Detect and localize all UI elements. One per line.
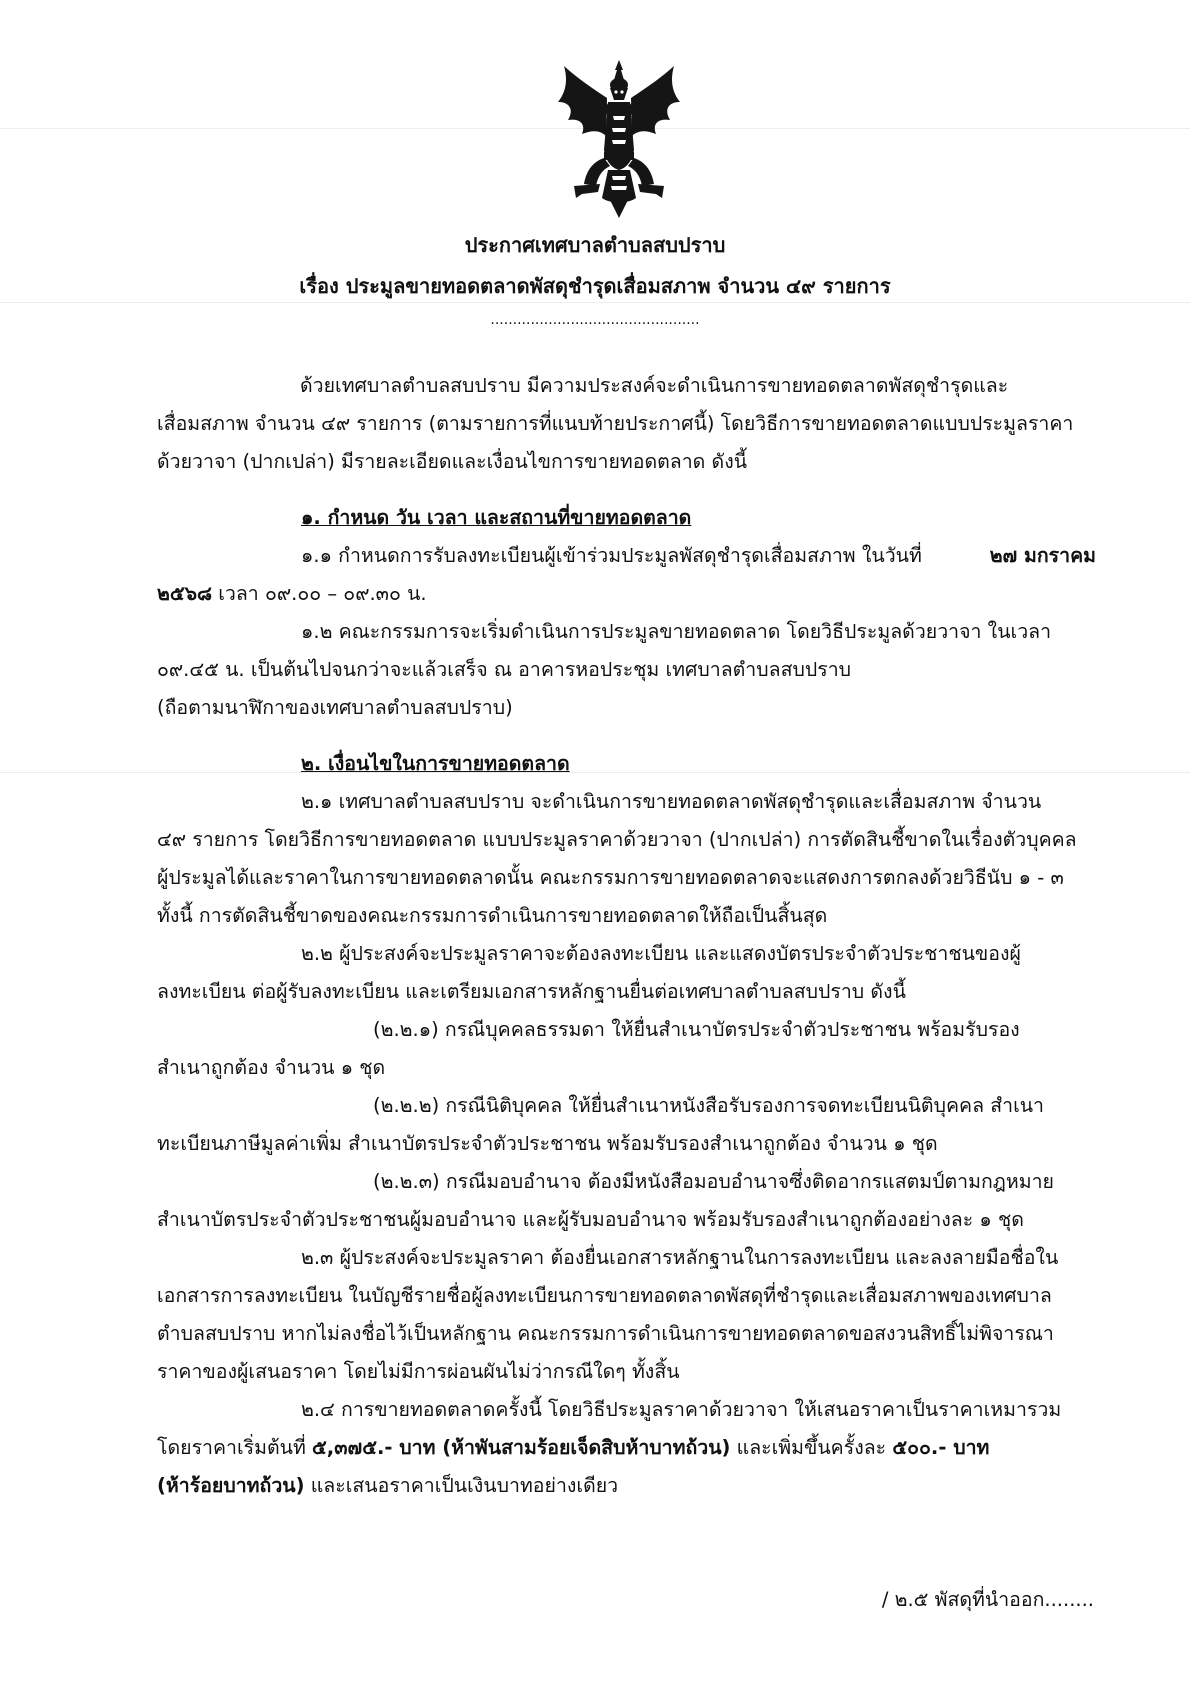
item-1-2-line-3: (ถือตามนาฬิกาของเทศบาลตำบลสบปราบ)	[157, 696, 513, 719]
announcement-title: ประกาศเทศบาลตำบลสบปราบ	[464, 233, 726, 257]
item-1-2-line-1: ๑.๒ คณะกรรมการจะเริ่มดำเนินการประมูลขายทอดตลาด โดยวิธีประมูลด้วยวาจา ในเวลา	[301, 620, 1052, 643]
item-2-2-line-2: ลงทะเบียน ต่อผู้รับลงทะเบียน และเตรียมเอกสารหลักฐานยื่นต่อเทศบาลตำบลสบปราบ ดังนี้	[157, 980, 906, 1003]
item-2-4-line-3: (ห้าร้อยบาทถ้วน) และเสนอราคาเป็นเงินบาทอย่างเดียว	[157, 1474, 619, 1497]
item-2-3-line-4: ราคาของผู้เสนอราคา โดยไม่มีการผ่อนผันไม่ว่ากรณีใดๆ ทั้งสิ้น	[157, 1360, 680, 1383]
item-2-1-line-1: ๒.๑ เทศบาลตำบลสบปราบ จะดำเนินการขายทอดตลาดพัสดุชำรุดและเสื่อมสภาพ จำนวน	[301, 790, 1042, 813]
item-2-1-line-3: ผู้ประมูลได้และราคาในการขายทอดตลาดนั้น คณะกรรมการขายทอดตลาดจะแสดงการตกลงด้วยวิธีนับ ๑ - ๓	[157, 866, 1064, 889]
item-2-1-line-4: ทั้งนี้ การตัดสินชี้ขาดของคณะกรรมการดำเนินการขายทอดตลาดให้ถือเป็นสิ้นสุด	[157, 904, 828, 927]
item-1-1-line-1: ๑.๑ กำหนดการรับลงทะเบียนผู้เข้าร่วมประมูลพัสดุชำรุดเสื่อมสภาพ ในวันที่ ๒๗ มกราคม	[301, 544, 1096, 567]
item-2-2-3-line-2: สำเนาบัตรประจำตัวประชาชนผู้มอบอำนาจ และผู้รับมอบอำนาจ พร้อมรับรองสำเนาถูกต้องอย่างละ ๑ ชุด	[157, 1208, 1024, 1231]
section-1-heading: ๑. กำหนด วัน เวลา และสถานที่ขายทอดตลาด	[301, 506, 692, 529]
item-2-3-line-1: ๒.๓ ผู้ประสงค์จะประมูลราคา ต้องยื่นเอกสารหลักฐานในการลงทะเบียน และลงลายมือชื่อใน	[301, 1246, 1059, 1269]
item-2-3-line-2: เอกสารการลงทะเบียน ในบัญชีรายชื่อผู้ลงทะเบียนการขายทอดตลาดพัสดุที่ชำรุดและเสื่อมสภาพของเทศบาล	[157, 1284, 1052, 1307]
continuation-note: / ๒.๕ พัสดุที่นำออก........	[881, 1588, 1094, 1611]
intro-line-1: ด้วยเทศบาลตำบลสบปราบ มีความประสงค์จะดำเนินการขายทอดตลาดพัสดุชำรุดและ	[300, 374, 1009, 397]
item-2-2-line-1: ๒.๒ ผู้ประสงค์จะประมูลราคาจะต้องลงทะเบียน และแสดงบัตรประจำตัวประชาชนของผู้	[301, 942, 1021, 965]
item-2-2-2-line-1: (๒.๒.๒) กรณีนิติบุคคล ให้ยื่นสำเนาหนังสือรับรองการจดทะเบียนนิติบุคคล สำเนา	[373, 1094, 1045, 1117]
item-1-2-line-2: ๐๙.๔๕ น. เป็นต้นไปจนกว่าจะแล้วเสร็จ ณ อาคารหอประชุม เทศบาลตำบลสบปราบ	[157, 658, 852, 681]
announcement-subject: เรื่อง ประมูลขายทอดตลาดพัสดุชำรุดเสื่อมสภาพ จำนวน ๔๙ รายการ	[299, 274, 891, 298]
item-2-4-line-2: โดยราคาเริ่มต้นที่ ๕,๓๗๕.- บาท (ห้าพันสามร้อยเจ็ดสิบห้าบาทถ้วน) และเพิ่มขึ้นครั้งละ ๕๐๐.- บาท	[157, 1436, 990, 1459]
section-2-heading: ๒. เงื่อนไขในการขายทอดตลาด	[301, 752, 570, 775]
item-2-1-line-2: ๔๙ รายการ โดยวิธีการขายทอดตลาด แบบประมูลราคาด้วยวาจา (ปากเปล่า) การตัดสินชี้ขาดในเรื่องตัวบุคคล	[157, 828, 1077, 851]
item-2-2-3-line-1: (๒.๒.๓) กรณีมอบอำนาจ ต้องมีหนังสือมอบอำนาจซึ่งติดอากรแสตมป์ตามกฎหมาย	[373, 1170, 1054, 1193]
title-divider-dots: ...............................................	[490, 312, 700, 328]
item-1-1-line-2: ๒๕๖๘ เวลา ๐๙.๐๐ – ๐๙.๓๐ น.	[157, 582, 427, 605]
intro-line-3: ด้วยวาจา (ปากเปล่า) มีรายละเอียดและเงื่อนไขการขายทอดตลาด ดังนี้	[157, 450, 748, 473]
item-2-2-1-line-1: (๒.๒.๑) กรณีบุคคลธรรมดา ให้ยื่นสำเนาบัตรประจำตัวประชาชน พร้อมรับรอง	[373, 1018, 1020, 1041]
item-2-2-1-line-2: สำเนาถูกต้อง จำนวน ๑ ชุด	[157, 1056, 386, 1079]
scan-artifact-line	[0, 772, 1190, 773]
item-2-2-2-line-2: ทะเบียนภาษีมูลค่าเพิ่ม สำเนาบัตรประจำตัวประชาชน พร้อมรับรองสำเนาถูกต้อง จำนวน ๑ ชุด	[157, 1132, 938, 1155]
garuda-emblem-icon	[552, 58, 686, 220]
item-2-4-line-1: ๒.๔ การขายทอดตลาดครั้งนี้ โดยวิธีประมูลราคาด้วยวาจา ให้เสนอราคาเป็นราคาเหมารวม	[301, 1398, 1062, 1421]
scan-artifact-line	[0, 302, 1190, 303]
item-2-3-line-3: ตำบลสบปราบ หากไม่ลงชื่อไว้เป็นหลักฐาน คณะกรรมการดำเนินการขายทอดตลาดขอสงวนสิทธิ์ไม่พิจารณา	[157, 1322, 1054, 1345]
intro-line-2: เสื่อมสภาพ จำนวน ๔๙ รายการ (ตามรายการที่แนบท้ายประกาศนี้) โดยวิธีการขายทอดตลาดแบบประมูลราคา	[157, 412, 1074, 435]
